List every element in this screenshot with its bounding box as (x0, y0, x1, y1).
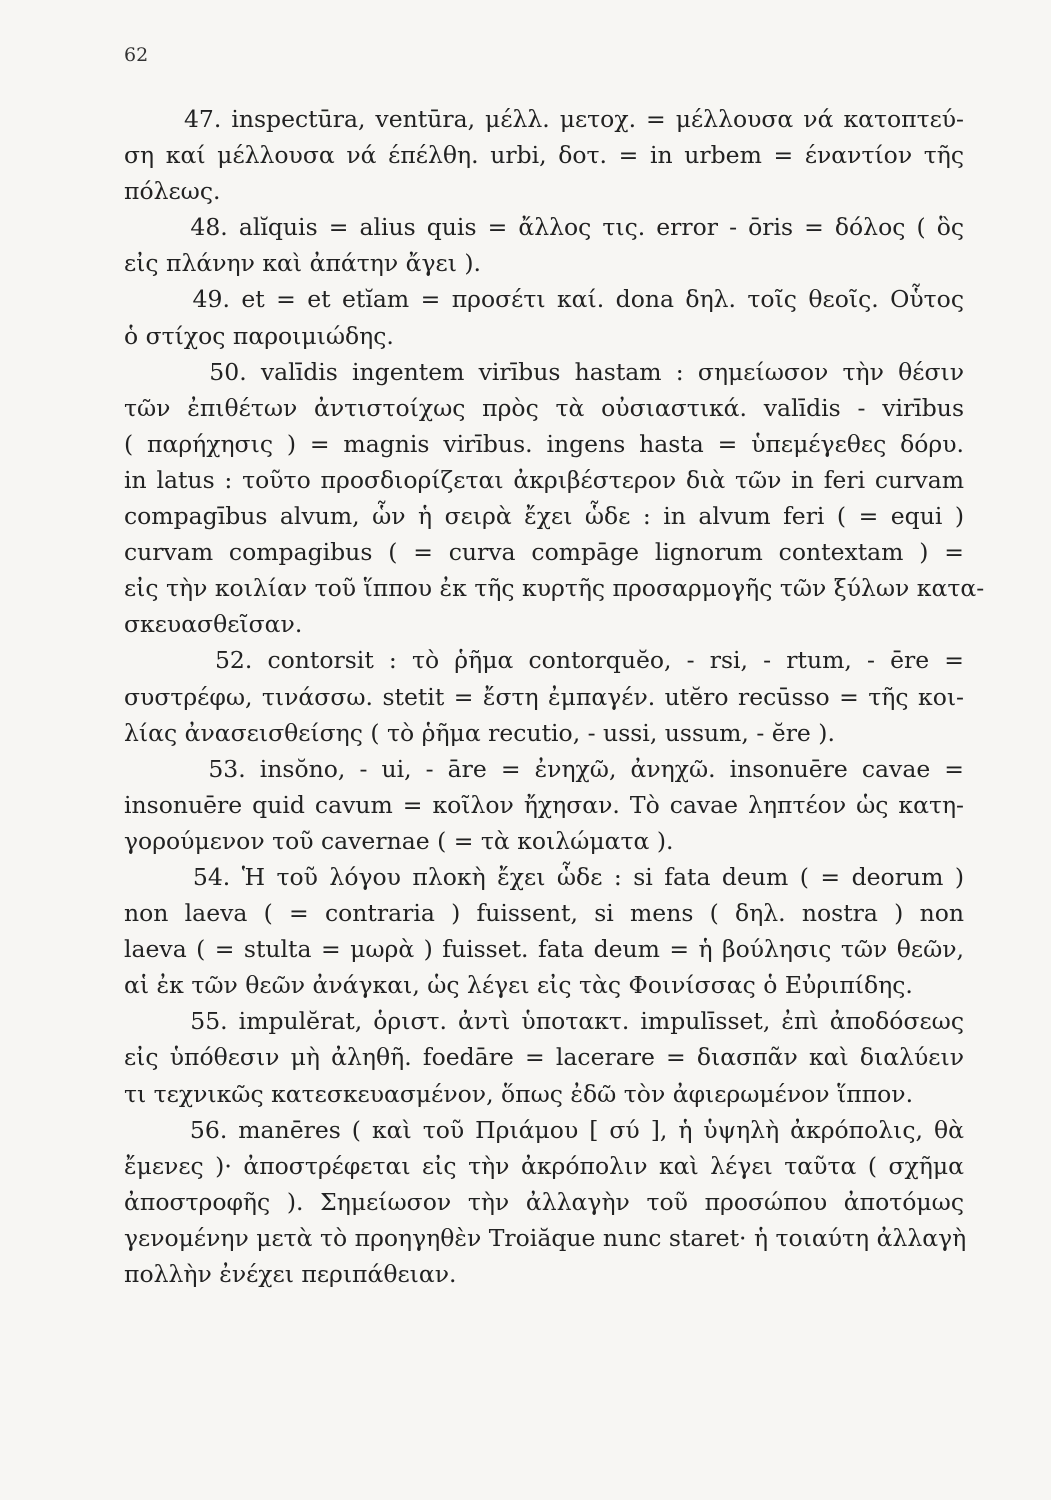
text-line: συστρέφω, τινάσσω. stetit = ἔστη ἐμπαγέν. utĕro recūsso = τῆς κοι- (124, 682, 964, 711)
text-line: αἱ ἐκ τῶν θεῶν ἀνάγκαι, ὡς λέγει εἰς τὰς Φοινίσσας ὁ Εὐριπίδης. (124, 971, 913, 1000)
text-line: in latus : τοῦτο προσδιορίζεται ἀκριβέστερον διὰ τῶν in feri curvam (124, 465, 964, 494)
text-line: τῶν ἐπιθέτων ἀντιστοίχως πρὸς τὰ οὐσιαστικά. valīdis - virībus (124, 393, 964, 422)
text-line: γορούμενον τοῦ cavernae ( = τὰ κοιλώματα ). (124, 826, 674, 855)
text-line: insonuēre quid cavum = κοῖλον ἤχησαν. Τὸ cavae ληπτέον ὡς κατη- (124, 790, 964, 819)
text-line: laeva ( = stulta = μωρὰ ) fuisset. fata deum = ἡ βούλησις τῶν θεῶν, (124, 935, 964, 964)
text-line: 54. Ἡ τοῦ λόγου πλοκὴ ἔχει ὧδε : si fata deum ( = deorum ) (124, 862, 964, 891)
text-line: σκευασθεῖσαν. (124, 610, 303, 639)
text-line: 53. insŏno, - ui, - āre = ἐνηχῶ, ἀνηχῶ. insonuēre cavae = (124, 754, 964, 783)
text-line: λίας ἀνασεισθείσης ( τὸ ῥῆμα recutio, - ussi, ussum, - ĕre ). (124, 718, 835, 747)
text-line: ση καί μέλλουσα νά έπέλθη. urbi, δοτ. = in urbem = έναντίον τῆς (124, 141, 964, 170)
text-line: curvam compagibus ( = curva compāge lignorum contextam ) = (124, 538, 964, 567)
text-line: 48. alĭquis = alius quis = ἄλλος τις. error - ōris = δόλος ( ὃς (124, 213, 964, 242)
text-line: ἀποστροφῆς ). Σημείωσον τὴν ἀλλαγὴν τοῦ προσώπου ἀποτόμως (124, 1187, 964, 1216)
text-line: compagībus alvum, ὧν ἡ σειρὰ ἔχει ὧδε : in alvum feri ( = equi ) (124, 502, 964, 531)
text-line: γενομένην μετὰ τὸ προηγηθὲν Troiăque nunc staret· ἡ τοιαύτη ἀλλαγὴ (124, 1223, 967, 1252)
text-line: non laeva ( = contraria ) fuissent, si mens ( δηλ. nostra ) non (124, 899, 964, 928)
text-line: ὁ στίχος παροιμιώδης. (124, 321, 394, 350)
text-line: τι τεχνικῶς κατεσκευασμένον, ὅπως ἐδῶ τὸν ἀφιερωμένον ἵππον. (124, 1079, 914, 1108)
commentary-text-block (124, 101, 985, 1292)
text-line: ἔμενες )· ἀποστρέφεται εἰς τὴν ἀκρόπολιν καὶ λέγει ταῦτα ( σχῆμα (124, 1151, 964, 1180)
text-line: 52. contorsit : τὸ ῥῆμα contorquĕo, - rsi, - rtum, - ēre = (124, 646, 964, 675)
text-line: εἰς τὴν κοιλίαν τοῦ ἵππου ἐκ τῆς κυρτῆς προσαρμογῆς τῶν ξύλων κατα- (124, 574, 985, 603)
text-line: 50. valīdis ingentem virībus hastam : σημείωσον τὴν θέσιν (124, 357, 964, 386)
text-line: 47. inspectūra, ventūra, μέλλ. μετοχ. = μέλλουσα νά κατοπτεύ- (124, 105, 964, 133)
text-line: εἰς ὑπόθεσιν μὴ ἀληθῆ. foedāre = lacerare = διασπᾶν καὶ διαλύειν (124, 1043, 964, 1072)
text-line: ( παρήχησις ) = magnis virībus. ingens hasta = ὑπεμέγεθες δόρυ. (124, 429, 964, 458)
text-line: εἰς πλάνην καὶ ἀπάτην ἄγει ). (124, 249, 482, 278)
page-number: 62 (124, 44, 149, 66)
text-line: πολλὴν ἐνέχει περιπάθειαν. (124, 1260, 457, 1288)
text-line: 56. manēres ( καὶ τοῦ Πριάμου [ σύ ], ἡ ὑψηλὴ ἀκρόπολις, θὰ (124, 1115, 964, 1144)
text-line: πόλεως. (124, 177, 221, 206)
text-line: 55. impulĕrat, ὁριστ. ἀντὶ ὑποτακτ. impulīsset, ἐπὶ ἀποδόσεως (124, 1007, 964, 1036)
text-line: 49. et = et etĭam = προσέτι καί. dona δηλ. τοῖς θεοῖς. Οὗτος (124, 285, 964, 314)
